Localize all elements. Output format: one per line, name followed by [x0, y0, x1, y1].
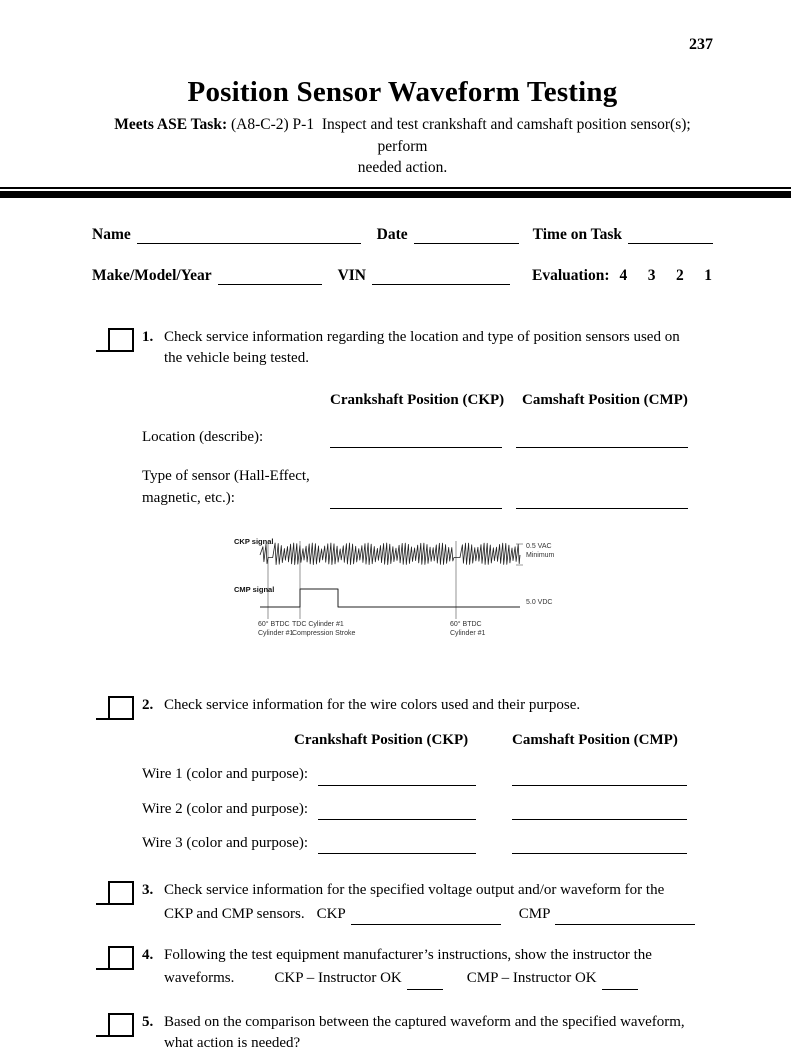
item-4-line2	[164, 968, 713, 989]
page-title: Position Sensor Waveform Testing	[187, 76, 618, 108]
column-header-ckp: Crankshaft Position (CKP)	[330, 391, 505, 408]
item-4-content	[142, 945, 713, 990]
ckp-instructor-ok-blank	[407, 974, 443, 990]
sensor-type-label: Type of sensor (Hall-Effect, magnetic, etc.):	[142, 468, 310, 506]
date-blank	[414, 228, 519, 244]
task-item-3	[96, 880, 713, 925]
checkbox-item-1	[96, 328, 134, 352]
sensor-type-blank-ckp	[330, 493, 502, 509]
time-on-task-label: Time on Task	[532, 226, 622, 244]
ase-task-line2: needed action.	[357, 159, 448, 177]
item-3-line2-prefix: CKP and CMP sensors.	[164, 905, 305, 922]
checkbox-icon	[108, 946, 134, 970]
marker-tdc: TDC Cylinder #1 Compression Stroke	[292, 620, 356, 637]
item-4-line1: Following the test equipment manufacturer’s instructions, show the instructor the	[164, 946, 652, 963]
wire-3-blank-ckp	[318, 838, 476, 854]
item-4-body	[164, 945, 713, 990]
wire-row-2	[142, 799, 713, 820]
ase-task-label: Meets ASE Task:	[114, 116, 228, 133]
wire-2-label: Wire 2 (color and purpose):	[142, 800, 309, 817]
item-1-content	[142, 327, 713, 649]
wire-2-blank-ckp	[318, 804, 476, 820]
column-header-ckp: Crankshaft Position (CKP)	[294, 732, 469, 749]
item-4-text	[142, 945, 713, 990]
make-model-year-blank	[218, 269, 322, 285]
item-5-line1: Based on the comparison between the captured waveform and the specified waveform,	[164, 1013, 685, 1030]
item-1-text	[142, 327, 713, 370]
task-item-1	[96, 327, 713, 649]
time-on-task-blank	[628, 228, 713, 244]
item-2-content	[142, 695, 713, 854]
item-1-number: 1.	[142, 329, 154, 346]
ckp-signal-label: CKP signal	[234, 536, 274, 546]
item-5-body	[164, 1012, 713, 1054]
wire-3-blank-cmp	[512, 838, 687, 854]
checkbox-item-5	[96, 1013, 134, 1037]
item-5-number: 5.	[142, 1013, 154, 1030]
item-3-line2	[164, 904, 713, 925]
wire-1-label: Wire 1 (color and purpose):	[142, 766, 309, 783]
vdc-annotation: 5.0 VDC	[526, 598, 553, 606]
wire-1-blank-cmp	[512, 770, 687, 786]
checkbox-item-4	[96, 946, 134, 970]
item-3-content	[142, 880, 713, 925]
item-1-body	[164, 327, 713, 370]
ase-task-block	[92, 114, 713, 179]
wire-row-1	[142, 764, 713, 785]
page-number: 237	[689, 36, 713, 53]
item-4-number: 4.	[142, 946, 154, 963]
make-model-year-label: Make/Model/Year	[92, 267, 212, 285]
item-3-number: 3.	[142, 882, 154, 899]
item-1-line1: Check service information regarding the location and type of position sensors used on	[164, 329, 680, 346]
waveform-figure	[232, 531, 564, 649]
evaluation-scale: 4 3 2 1	[619, 267, 713, 285]
location-blank-cmp	[516, 432, 688, 448]
ckp-instructor-ok-label: CKP – Instructor OK	[274, 970, 402, 987]
wire-row-3	[142, 833, 713, 854]
sensor-type-row	[142, 466, 713, 509]
sensor-type-blank-cmp	[516, 493, 688, 509]
wire-1-blank-ckp	[318, 770, 476, 786]
vin-label: VIN	[337, 267, 366, 285]
divider-rule-thick	[0, 191, 791, 198]
item-5-line2: what action is needed?	[164, 1034, 301, 1051]
ckp-label: CKP	[316, 905, 346, 922]
cmp-instructor-ok-blank	[602, 974, 638, 990]
item-2-column-headers	[142, 730, 713, 751]
item-3-text	[142, 880, 713, 925]
marker-60btdc-left: 60° BTDC Cylinder #1	[258, 620, 294, 637]
location-row	[142, 427, 713, 448]
column-spacer	[142, 730, 294, 751]
item-2-line1: Check service information for the wire colors used and their purpose.	[164, 696, 581, 713]
item-5-content	[142, 1012, 713, 1054]
item-4-line2-prefix: waveforms.	[164, 970, 235, 987]
ase-task-line1	[92, 114, 713, 157]
checkbox-icon	[108, 881, 134, 905]
vac-annotation: 0.5 VAC Minimum	[526, 542, 555, 559]
column-header-cmp: Camshaft Position (CMP)	[512, 732, 678, 749]
name-blank	[137, 228, 361, 244]
location-label: Location (describe):	[142, 428, 264, 445]
divider-rule	[0, 187, 791, 198]
item-1-column-headers	[142, 390, 713, 411]
item-3-line1: Check service information for the specified voltage output and/or waveform for the	[164, 882, 665, 899]
column-spacer	[142, 390, 330, 411]
item-1-line2: the vehicle being tested.	[164, 350, 309, 367]
item-5-text	[142, 1012, 713, 1054]
checkbox-item-3	[96, 881, 134, 905]
task-item-2	[96, 695, 713, 854]
header-fields-row-1	[92, 226, 713, 244]
column-header-cmp: Camshaft Position (CMP)	[522, 391, 688, 408]
task-item-5	[96, 1012, 713, 1054]
cmp-instructor-ok-label: CMP – Instructor OK	[466, 970, 597, 987]
header-fields-row-2	[92, 267, 713, 285]
checkbox-icon	[108, 328, 134, 352]
date-label: Date	[376, 226, 408, 244]
ase-task-text: (A8-C-2) P-1 Inspect and test crankshaft and camshaft position sensor(s); perform	[231, 116, 691, 155]
wire-2-blank-cmp	[512, 804, 687, 820]
cmp-signal-label: CMP signal	[234, 584, 275, 594]
checkbox-icon	[108, 696, 134, 720]
task-item-4	[96, 945, 713, 990]
divider-rule-thin	[0, 187, 791, 189]
marker-60btdc-right: 60° BTDC Cylinder #1	[450, 620, 486, 637]
item-3-body	[164, 880, 713, 925]
ckp-voltage-blank	[351, 909, 501, 925]
checkbox-item-2	[96, 696, 134, 720]
item-2-number: 2.	[142, 696, 154, 713]
evaluation-label: Evaluation:	[531, 267, 610, 285]
cmp-voltage-blank	[555, 909, 695, 925]
item-2-text	[142, 695, 713, 716]
location-blank-ckp	[330, 432, 502, 448]
name-label: Name	[92, 226, 131, 244]
vin-blank	[372, 269, 510, 285]
wire-3-label: Wire 3 (color and purpose):	[142, 835, 309, 852]
cmp-label: CMP	[518, 905, 551, 922]
checkbox-icon	[108, 1013, 134, 1037]
